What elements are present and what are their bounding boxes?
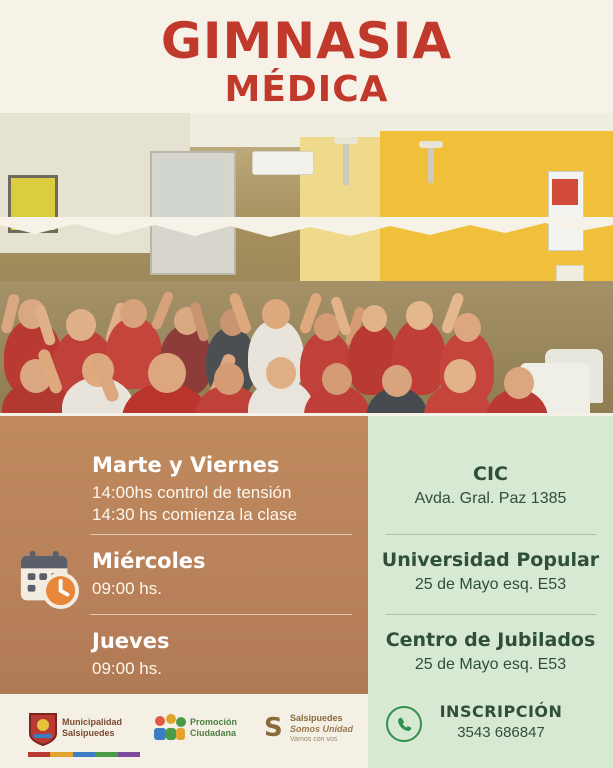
schedule-item-days: Miércoles bbox=[92, 549, 206, 573]
logo-line-2: Somos Unidad bbox=[290, 724, 354, 734]
people-group-icon bbox=[152, 713, 186, 743]
municipalidad-salsipuedes-logo bbox=[28, 710, 148, 750]
photo-door-glass bbox=[158, 159, 224, 219]
photo-person-head bbox=[444, 359, 476, 393]
schedule-item-line: 14:00hs control de tensión bbox=[92, 483, 292, 503]
photo-person-head bbox=[362, 305, 387, 332]
logo-colorbar bbox=[28, 752, 140, 757]
photo-lamp-1-head bbox=[334, 137, 358, 144]
location-item-1 bbox=[368, 550, 613, 595]
schedule-item-days: Jueves bbox=[92, 629, 170, 653]
photo-air-conditioner bbox=[252, 151, 314, 175]
location-name: CIC bbox=[473, 463, 508, 485]
inscription-text bbox=[396, 702, 606, 741]
schedule-divider-2 bbox=[90, 614, 352, 615]
photo-person-head bbox=[120, 299, 147, 328]
photo-lamp-1-pole bbox=[343, 139, 349, 185]
photo-person-head bbox=[406, 301, 433, 330]
class-photo bbox=[0, 113, 613, 413]
photo-person-head bbox=[454, 313, 481, 342]
photo-person-head bbox=[148, 353, 186, 393]
photo-person-head bbox=[214, 363, 244, 395]
schedule-panel bbox=[0, 416, 368, 694]
schedule-item-line: 09:00 hs. bbox=[92, 659, 162, 679]
inscription-title: INSCRIPCIÓN bbox=[439, 702, 563, 721]
page-title-line1: GIMNASIA bbox=[160, 12, 453, 70]
photo-lamp-2-pole bbox=[428, 143, 434, 183]
location-address: 25 de Mayo esq. E53 bbox=[414, 655, 567, 673]
photo-person-head bbox=[266, 357, 296, 389]
logo-line-2: Ciudadana bbox=[190, 728, 237, 738]
location-address: 25 de Mayo esq. E53 bbox=[414, 575, 567, 593]
schedule-item-line: 09:00 hs. bbox=[92, 579, 162, 599]
page-title-line2: MÉDICA bbox=[224, 69, 389, 110]
photo-lamp-2-head bbox=[419, 141, 443, 148]
locations-divider-1 bbox=[386, 534, 596, 535]
logo-line-1: Promoción bbox=[190, 717, 238, 727]
promocion-ciudadana-logo bbox=[152, 710, 272, 750]
photo-person-head bbox=[382, 365, 412, 397]
inscription-panel bbox=[368, 694, 613, 768]
photo-person-head bbox=[322, 363, 352, 395]
schedule-item-days: Marte y Viernes bbox=[92, 453, 280, 477]
svg-text:S: S bbox=[264, 713, 283, 742]
locations-panel bbox=[368, 416, 613, 694]
photo-person-head bbox=[66, 309, 96, 341]
logo-line-2: Salsipuedes bbox=[62, 728, 115, 738]
info-section bbox=[0, 416, 613, 768]
location-address: Avda. Gral. Paz 1385 bbox=[414, 489, 567, 507]
inscription-phone: 3543 686847 bbox=[457, 724, 545, 741]
logo-line-3: Vamos con vos bbox=[290, 736, 338, 743]
location-item-2 bbox=[368, 630, 613, 675]
schedule-item-1 bbox=[92, 550, 356, 600]
location-name: Universidad Popular bbox=[381, 549, 600, 571]
photo-cabinet-stripe bbox=[552, 179, 578, 205]
location-item-0 bbox=[368, 464, 613, 509]
poster-header bbox=[0, 0, 613, 122]
photo-person-head bbox=[262, 299, 290, 329]
logo-line-1: Salsipuedes bbox=[290, 713, 343, 723]
locations-divider-2 bbox=[386, 614, 596, 615]
logo-line-1: Municipalidad bbox=[62, 717, 123, 727]
letter-s-icon bbox=[262, 712, 288, 742]
schedule-item-line: 14:30 hs comienza la clase bbox=[92, 505, 298, 525]
schedule-item-0 bbox=[92, 454, 356, 526]
photo-person-head bbox=[504, 367, 534, 399]
schedule-divider-1 bbox=[90, 534, 352, 535]
coat-of-arms-icon bbox=[28, 712, 58, 746]
calendar-clock-icon bbox=[18, 548, 80, 610]
location-name: Centro de Jubilados bbox=[385, 629, 596, 651]
schedule-item-2 bbox=[92, 630, 356, 680]
